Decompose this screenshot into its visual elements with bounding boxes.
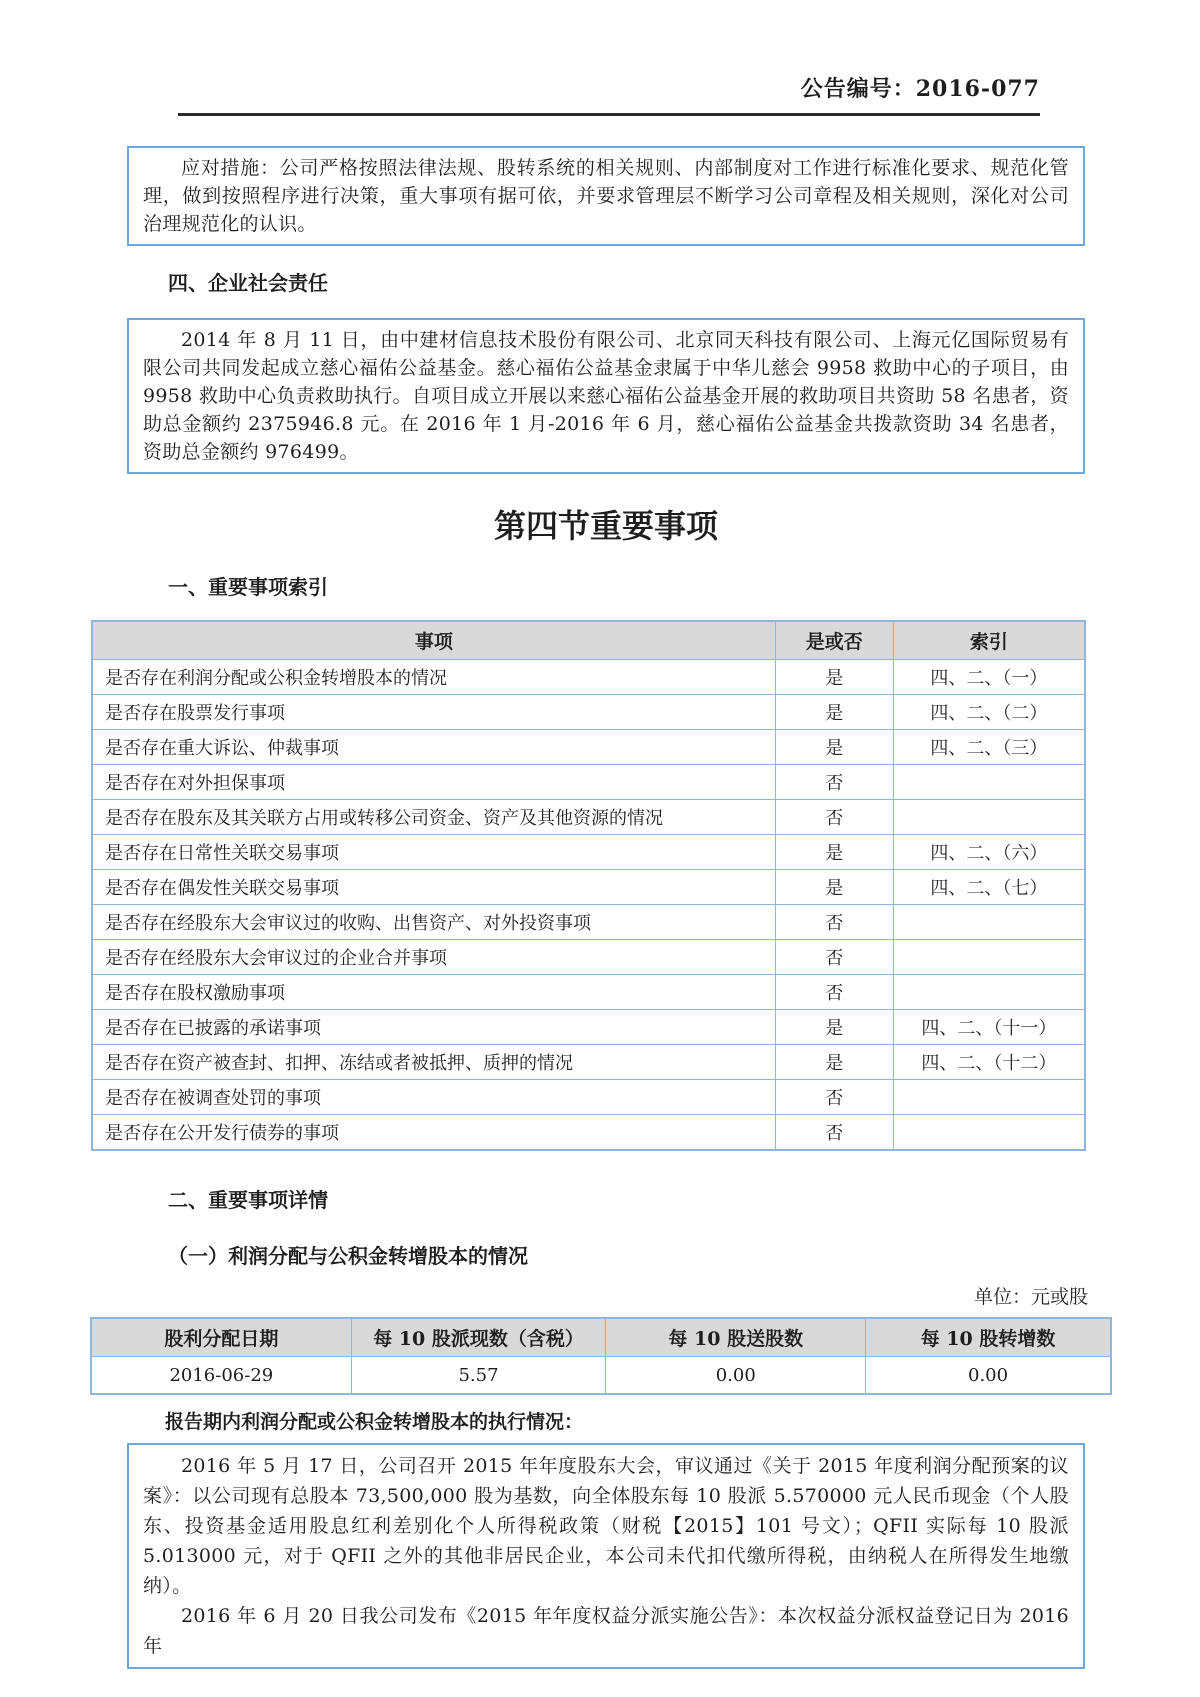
table-row	[92, 975, 1085, 1010]
index-ref-cell: 四、二、（六）	[893, 835, 1085, 870]
index-ref-cell: 四、二、（三）	[893, 730, 1085, 765]
yes-no-cell: 是	[775, 660, 893, 695]
table-row	[92, 835, 1085, 870]
announcement-number: 公告编号：2016-077	[800, 76, 1040, 102]
index-table-body	[92, 660, 1085, 1151]
yes-no-cell: 否	[775, 765, 893, 800]
index-ref-cell	[893, 1115, 1085, 1151]
dividend-table-header-cell: 每 10 股转增数	[866, 1318, 1111, 1357]
index-table-header-cell: 索引	[893, 621, 1085, 660]
yes-no-cell: 否	[775, 800, 893, 835]
matter-cell: 是否存在重大诉讼、仲裁事项	[92, 730, 775, 765]
index-ref-cell: 四、二、（十一）	[893, 1010, 1085, 1045]
matter-cell: 是否存在利润分配或公积金转增股本的情况	[92, 660, 775, 695]
table-row	[92, 730, 1085, 765]
dividend-date-cell: 2016-06-29	[91, 1357, 351, 1395]
index-ref-cell	[893, 765, 1085, 800]
index-table-header	[92, 621, 1085, 660]
table-row	[92, 940, 1085, 975]
index-ref-cell: 四、二、（七）	[893, 870, 1085, 905]
yes-no-cell: 是	[775, 1010, 893, 1045]
dividend-table-header-cell: 每 10 股派现数（含税）	[351, 1318, 606, 1357]
dividend-table-header-row	[91, 1318, 1111, 1357]
csr-box	[127, 318, 1085, 474]
table-row	[92, 1080, 1085, 1115]
index-section-heading: 一、重要事项索引	[168, 575, 328, 599]
index-ref-cell: 四、二、（一）	[893, 660, 1085, 695]
risk-measures-box	[127, 146, 1085, 246]
dividend-table-header-cell: 每 10 股送股数	[606, 1318, 866, 1357]
matter-cell: 是否存在对外担保事项	[92, 765, 775, 800]
matter-cell: 是否存在资产被查封、扣押、冻结或者被抵押、质押的情况	[92, 1045, 775, 1080]
matter-cell: 是否存在股权激励事项	[92, 975, 775, 1010]
dividend-table-header	[91, 1318, 1111, 1357]
csr-text: 2014 年 8 月 11 日，由中建材信息技术股份有限公司、北京同天科技有限公司、上海元亿国际贸易有限公司共同发起成立慈心福佑公益基金。慈心福佑公益基金隶属于中华儿慈会 9958 救助中心的子项目，由 9958 救助中心负责救助执行。自项目成立开展以来慈心福佑公益基金开展的救助项目共资助 58 名患者，资助总金额约 2375946.8 元。在 2016 年 1 月-2016 年 6 月，慈心福佑公益基金共拨款资助 34 名患者，资助总金额约 976499。	[143, 329, 1069, 463]
yes-no-cell: 否	[775, 940, 893, 975]
table-row	[92, 660, 1085, 695]
execution-paragraph: 2016 年 5 月 17 日，公司召开 2015 年年度股东大会，审议通过《关于 2015 年度利润分配预案的议案》：以公司现有总股本 73,500,000 股为基数，向全体股东每 10 股派 5.570000 元人民币现金（个人股东、投资基金适用股息红利差别化个人所得税政策（财税【2015】101 号文）；QFII 实际每 10 股派 5.013000 元，对于 QFII 之外的其他非居民企业，本公司未代扣代缴所得税，由纳税人在所得发生地缴纳）。	[143, 1455, 1069, 1597]
table-row	[92, 695, 1085, 730]
yes-no-cell: 否	[775, 975, 893, 1010]
dividend-table	[90, 1317, 1112, 1395]
index-ref-cell	[893, 800, 1085, 835]
yes-no-cell: 否	[775, 1115, 893, 1151]
risk-measures-text: 应对措施：公司严格按照法律法规、股转系统的相关规则、内部制度对工作进行标准化要求、规范化管理，做到按照程序进行决策，重大事项有据可依，并要求管理层不断学习公司章程及相关规则，深化对公司治理规范化的认识。	[143, 157, 1069, 235]
table-row	[92, 905, 1085, 940]
matter-cell: 是否存在偶发性关联交易事项	[92, 870, 775, 905]
table-row	[92, 765, 1085, 800]
unit-label: 单位：元或股	[973, 1286, 1088, 1308]
yes-no-cell: 是	[775, 730, 893, 765]
matter-cell: 是否存在股东及其关联方占用或转移公司资金、资产及其他资源的情况	[92, 800, 775, 835]
csr-section-heading: 四、企业社会责任	[168, 271, 328, 295]
table-row	[92, 1115, 1085, 1151]
table-row	[92, 1010, 1085, 1045]
yes-no-cell: 否	[775, 1080, 893, 1115]
important-matters-index-table	[91, 620, 1086, 1151]
dividend-table-header-cell: 股利分配日期	[91, 1318, 351, 1357]
execution-status-heading: 报告期内利润分配或公积金转增股本的执行情况：	[165, 1411, 584, 1433]
profit-distribution-heading: （一）利润分配与公积金转增股本的情况	[168, 1244, 528, 1268]
details-section-heading: 二、重要事项详情	[168, 1188, 328, 1212]
table-row	[91, 1357, 1111, 1395]
yes-no-cell: 是	[775, 1045, 893, 1080]
yes-no-cell: 是	[775, 695, 893, 730]
table-row	[92, 870, 1085, 905]
matter-cell: 是否存在公开发行债券的事项	[92, 1115, 775, 1151]
matter-cell: 是否存在经股东大会审议过的企业合并事项	[92, 940, 775, 975]
chapter-title: 第四节重要事项	[493, 507, 718, 545]
yes-no-cell: 否	[775, 905, 893, 940]
yes-no-cell: 是	[775, 835, 893, 870]
transfer-per-10-cell: 0.00	[866, 1357, 1111, 1395]
index-table-header-row	[92, 621, 1085, 660]
execution-paragraph: 2016 年 6 月 20 日我公司发布《2015 年年度权益分派实施公告》：本次权益分派权益登记日为 2016 年	[143, 1605, 1069, 1657]
yes-no-cell: 是	[775, 870, 893, 905]
header-divider	[178, 113, 1040, 116]
index-table-header-cell: 是或否	[775, 621, 893, 660]
index-ref-cell	[893, 975, 1085, 1010]
table-row	[92, 800, 1085, 835]
matter-cell: 是否存在日常性关联交易事项	[92, 835, 775, 870]
matter-cell: 是否存在股票发行事项	[92, 695, 775, 730]
execution-detail-box	[127, 1443, 1085, 1669]
index-ref-cell: 四、二、（十二）	[893, 1045, 1085, 1080]
index-ref-cell	[893, 940, 1085, 975]
dividend-table-body	[91, 1357, 1111, 1395]
cash-per-10-cell: 5.57	[351, 1357, 606, 1395]
index-ref-cell	[893, 905, 1085, 940]
matter-cell: 是否存在已披露的承诺事项	[92, 1010, 775, 1045]
index-ref-cell	[893, 1080, 1085, 1115]
matter-cell: 是否存在被调查处罚的事项	[92, 1080, 775, 1115]
index-ref-cell: 四、二、（二）	[893, 695, 1085, 730]
bonus-per-10-cell: 0.00	[606, 1357, 866, 1395]
index-table-header-cell: 事项	[92, 621, 775, 660]
matter-cell: 是否存在经股东大会审议过的收购、出售资产、对外投资事项	[92, 905, 775, 940]
table-row	[92, 1045, 1085, 1080]
